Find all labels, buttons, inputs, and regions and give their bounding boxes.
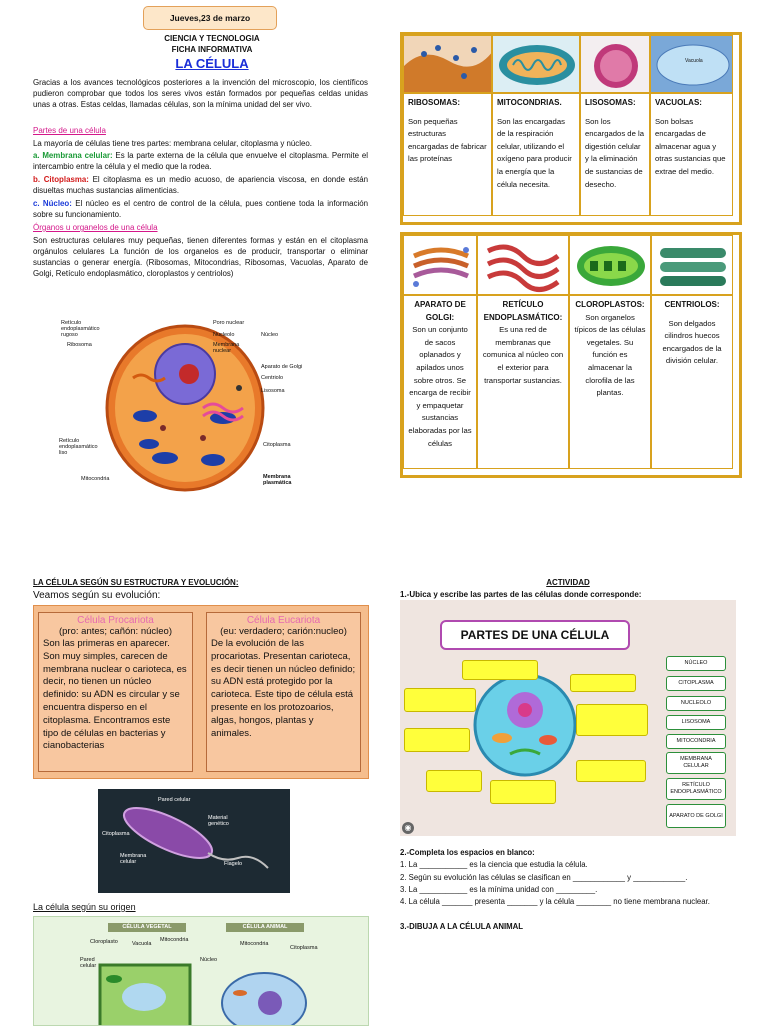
- answer-box-2[interactable]: [404, 688, 476, 712]
- animal-cell-diagram: [53, 308, 311, 500]
- chloroplast-image: [569, 235, 651, 295]
- cell-illustration: [470, 670, 580, 780]
- reticulum-image: [477, 235, 569, 295]
- veg-label-vacuola: Vacuola: [132, 941, 152, 947]
- tag-reticulo: RETÍCULO ENDOPLASMÁTICO: [666, 778, 726, 800]
- part-b-text: El citoplasma es un medio acuoso, de apariencia viscosa, en donde están disueltas muchas sustancias alimenticias.: [33, 175, 368, 195]
- organelle-name: MITOCONDRIAS.: [497, 98, 562, 107]
- animal-cell-tag: CÉLULA ANIMAL: [226, 923, 304, 932]
- part-c-text: El núcleo es el centro de control de la célula, pues contiene toda la información sobre su funcionamiento.: [33, 199, 368, 219]
- organelle-desc: Son un conjunto de sacos oplanados y apilados unos sobre otros. Se encarga de recibir y empaquetar sustancias elaboradas por las células: [408, 325, 472, 448]
- label-membrana-nuclear: Membrana nuclear: [213, 342, 240, 354]
- organelle-desc: Es una red de membranas que comunica al núcleo con el exterior para transportar sustancias.: [482, 325, 564, 385]
- worksheet-title: PARTES DE UNA CÉLULA: [440, 620, 630, 650]
- vacuole-image: [650, 35, 733, 93]
- activity-q3: 3.-DIBUJA A LA CÉLULA ANIMAL: [400, 922, 524, 931]
- lysosome-image: [580, 35, 650, 93]
- label-reticulo-rugoso: Retículo endoplasmático rugoso: [61, 320, 100, 338]
- vacuole-image-tag: Vacuola: [685, 58, 703, 64]
- bacteria-label-pared: Pared celular: [158, 797, 191, 803]
- fill-item-4: 4. La célula _______ presenta _______ y la célula ________ no tiene membrana nuclear.: [400, 897, 710, 906]
- part-c-label: c. Núcleo:: [33, 199, 72, 208]
- answer-box-1[interactable]: [462, 660, 538, 680]
- organelle-name: LISOSOMAS:: [585, 98, 636, 107]
- tag-citoplasma: CITOPLASMA: [666, 676, 726, 691]
- organelles-heading: Órganos u organelos de una célula: [33, 223, 158, 232]
- ani-label-nucleo: Núcleo: [200, 957, 218, 963]
- centriole-illustration: [652, 236, 733, 295]
- fill-item-2: 2. Según su evolución las células se clasifican en ____________ y ____________.: [400, 873, 688, 882]
- intro-paragraph: Gracias a los avances tecnológicos posteriores a la invención del microscopio, los científicos pudieron comprobar que todos los seres vivos están formados por pequeñas celdas unidas unas a otras. Estas celdas, llamadas células, son la mínima unidad del ser vivo.: [33, 78, 368, 109]
- organelles-paragraph: Son estructuras celulares muy pequeñas, tienen diferentes formas y están en el citoplasma orgánulos celulares La función de los organelos es de producir, transportar o eliminar sustancias o generar energía. (Ribosomas, Mitocondrias, Ribosomas, Vacuolas, Aparato de Golgi, Retículo endoplasmático, cloroplastos y centriolos): [33, 236, 368, 278]
- organelle-name: RETÍCULO ENDOPLASMÁTICO:: [483, 300, 563, 322]
- organelle-golgi: [403, 295, 477, 469]
- course-title: CIENCIA Y TECNOLOGIA: [164, 34, 260, 43]
- bacteria-label-citoplasma: Citoplasma: [102, 831, 130, 837]
- organelle-desc: Son las encargadas de la respiración celular, utilizando el oxígeno para producir la energía que la célula necesita.: [497, 116, 572, 189]
- organelle-name: CENTRIOLOS:: [664, 300, 720, 309]
- golgi-image: [403, 235, 477, 295]
- label-citoplasma: Citoplasma: [263, 442, 291, 448]
- part-b: [33, 174, 368, 196]
- label-centriolo: Centriolo: [261, 375, 284, 381]
- organelle-vacuolas: [650, 93, 733, 216]
- ribosome-image: [403, 35, 492, 93]
- label-poro-nuclear: Poro nuclear: [213, 320, 245, 326]
- organelle-desc: Son los encargados de la digestión celular y la eliminación de sustancias de desecho.: [585, 116, 644, 189]
- organelle-reticulo: [477, 295, 569, 469]
- cell-parts-worksheet-image: [400, 600, 736, 836]
- organelle-name: APARATO DE GOLGI:: [414, 300, 466, 322]
- veg-label-pared: Pared celular: [80, 957, 97, 969]
- answer-box-6[interactable]: [576, 760, 646, 782]
- tag-mitocondria: MITOCONDRIA: [666, 734, 726, 749]
- organelle-mitocondrias: [492, 93, 580, 216]
- bacteria-label-flagelo: Flagelo: [224, 861, 243, 867]
- tag-nucleolo: NUCLEOLO: [666, 696, 726, 711]
- prokaryote-subtitle: (pro: antes; cañón: núcleo): [58, 626, 172, 637]
- answer-box-8[interactable]: [426, 770, 482, 792]
- prokaryote-body: Son las primeras en aparecer. Son muy simples, carecen de membrana nuclear o carioteca, es decir, no tienen un núcleo definido: su ADN es circular y se encuentra disperso en el citoplasma. Encontramos este tipo de células en bacterias y cianobacterias: [43, 638, 187, 752]
- part-a-text: Es la parte externa de la célula que envuelve el citoplasma. Permite el intercambio entre la célula y el medio que la rodea.: [33, 151, 368, 171]
- centriole-image: [651, 235, 733, 295]
- lysosome-illustration: [581, 36, 650, 93]
- part-a: [33, 150, 368, 172]
- parts-lead: La mayoría de células tiene tres partes: membrana celular, citoplasma y núcleo.: [33, 139, 312, 148]
- bacteria-image: [98, 789, 290, 893]
- answer-box-3[interactable]: [404, 728, 470, 752]
- organelle-desc: Son pequeñas estructuras encargadas de fabricar las proteínas: [408, 116, 487, 164]
- organelle-table-1: [400, 32, 742, 225]
- eukaryote-title: Célula Eucariota: [246, 615, 321, 626]
- reticulum-illustration: [478, 236, 569, 295]
- organelle-lisosomas: [580, 93, 650, 216]
- organelle-table-2: [400, 232, 742, 478]
- vacuole-illustration: [651, 36, 733, 93]
- label-mitocondria: Mitocondria: [81, 476, 110, 482]
- eukaryote-column: [206, 612, 361, 772]
- fill-item-3: 3. La ___________ es la mínima unidad con _________.: [400, 885, 598, 894]
- bacteria-label-material: Material genético: [208, 815, 229, 827]
- activity-title: ACTIVIDAD: [546, 578, 590, 587]
- page-title: LA CÉLULA: [175, 56, 249, 71]
- activity-q2: 2.-Completa los espacios en blanco:: [400, 848, 535, 857]
- label-nucleolo: Nucleolo: [213, 332, 235, 338]
- organelle-name: RIBOSOMAS:: [408, 98, 460, 107]
- eukaryote-subtitle: (eu: verdadero; carión:nucleo): [220, 626, 347, 637]
- bacteria-label-membrana: Membrana celular: [120, 853, 147, 865]
- part-c: [33, 198, 368, 220]
- ani-label-citoplasma: Citoplasma: [290, 945, 318, 951]
- answer-box-7[interactable]: [490, 780, 556, 804]
- label-membrana-plasmatica: Membrana plasmática: [263, 474, 292, 486]
- activity-q1: 1.-Ubica y escribe las partes de las células donde corresponde:: [400, 590, 642, 599]
- answer-box-5[interactable]: [576, 704, 648, 736]
- ani-label-mitocondria: Mitocondria: [240, 941, 269, 947]
- chloroplast-illustration: [570, 236, 651, 295]
- sheet-title: FICHA INFORMATIVA: [171, 45, 253, 54]
- origin-image: [33, 916, 369, 1026]
- label-lisosoma: Lisosoma: [261, 388, 285, 394]
- label-ribosoma: Ribosoma: [67, 342, 92, 348]
- organelle-name: VACUOLAS:: [655, 98, 702, 107]
- prokaryote-title: Célula Procariota: [77, 615, 154, 626]
- organelle-desc: Son bolsas encargadas de almacenar agua y otras sustancias que extrae del medio.: [655, 116, 726, 176]
- parts-heading: Partes de una célula: [33, 126, 106, 135]
- tag-membrana: MEMBRANA CELULAR: [666, 752, 726, 774]
- date-badge: Jueves,23 de marzo: [143, 6, 277, 30]
- label-golgi: Aparato de Golgi: [261, 364, 303, 370]
- answer-box-4[interactable]: [570, 674, 636, 692]
- evolution-title: LA CÉLULA SEGÚN SU ESTRUCTURA Y EVOLUCIÓN:: [33, 578, 239, 587]
- tag-lisosoma: LISOSOMA: [666, 715, 726, 730]
- fill-item-1: 1. La ___________ es la ciencia que estudia la célula.: [400, 860, 588, 869]
- plant-cell-tag: CÉLULA VEGETAL: [108, 923, 186, 932]
- part-a-label: a. Membrana celular:: [33, 151, 113, 160]
- origin-title: La célula según su origen: [33, 902, 136, 912]
- organelle-ribosomas: [403, 93, 492, 216]
- evolution-box: [33, 605, 369, 779]
- lens-icon[interactable]: ◉: [402, 822, 414, 834]
- veg-label-cloroplasto: Cloroplasto: [90, 939, 118, 945]
- veg-label-mitocondria: Mitocondria: [160, 937, 189, 943]
- organelle-desc: Son organelos típicos de las células vegetales. Su función es almacenar la clorofila de las plantas.: [574, 312, 646, 398]
- mitochondria-image: [492, 35, 580, 93]
- organelle-centriolos: [651, 295, 733, 469]
- prokaryote-column: [38, 612, 193, 772]
- ribosome-illustration: [404, 36, 492, 93]
- origin-illustration: [34, 917, 368, 1025]
- golgi-illustration: [404, 236, 477, 295]
- organelle-name: CLOROPLASTOS:: [575, 300, 645, 309]
- bacteria-illustration: [98, 789, 290, 893]
- label-nucleo: Núcleo: [261, 332, 279, 338]
- organelle-cloroplastos: [569, 295, 651, 469]
- mitochondria-illustration: [493, 36, 580, 93]
- part-b-label: b. Citoplasma:: [33, 175, 89, 184]
- evolution-lead: Veamos según su evolución:: [33, 590, 161, 601]
- label-reticulo-liso: Retículo endoplasmático liso: [59, 438, 98, 456]
- tag-nucleo: NÚCLEO: [666, 656, 726, 671]
- organelle-desc: Son delgados cilindros huecos encargados de la división celular.: [662, 318, 722, 366]
- eukaryote-body: De la evolución de las procariotas. Presentan carioteca, es decir tienen un núcleo definido; su ADN está protegido por la carioteca. Este tipo de célula está presente en los protozoarios, algas, hongos, plantas y animales.: [211, 638, 356, 739]
- tag-golgi: APARATO DE GOLGI: [666, 804, 726, 828]
